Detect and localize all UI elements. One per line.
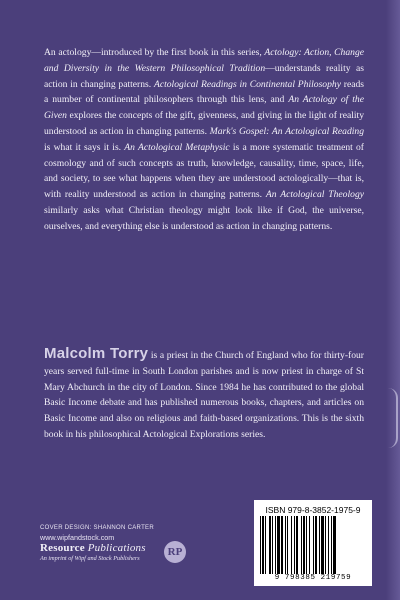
publisher-name [40, 542, 146, 554]
publisher-block [40, 542, 146, 562]
isbn-barcode-box [254, 500, 372, 586]
publisher-website: www.wipfandstock.com [40, 533, 115, 542]
cover-design-credit: COVER DESIGN: SHANNON CARTER [40, 525, 154, 531]
book-title: An Actology of the Given [44, 94, 364, 122]
series-blurb [44, 45, 364, 235]
book-title: Actological Readings in Continental Philosophy [153, 78, 341, 90]
spine-edge-shade [386, 0, 400, 600]
barcode-digits: 9 798385 219759 [274, 574, 352, 582]
book-title: An Actological Theology [265, 189, 364, 201]
author-name: Malcolm Torry [44, 345, 149, 362]
imprint-line: An imprint of Wipf and Stock Publishers [40, 555, 140, 562]
spine-edge-glyph [388, 388, 398, 448]
blurb-text: is what it says it is. [44, 141, 125, 153]
blurb-text: explores the concepts of the gift, givenness, and giving in the light of reality understood as action in changing patterns. [44, 110, 364, 137]
author-bio [44, 346, 364, 443]
bio-text: is a priest in the Church of England who for thirty-four years served full-time in South London parishes and is now priest in charge of St Mary Abchurch in the city of London. Since 1984 he has contributed to the global Basic Income debate and has published numerous books, chapters, and articles on Basic Income and also on religious and faith-based organizations. This is the sixth book in his philosophical Actological Explorations series. [44, 350, 364, 440]
blurb-text: An actology—introduced by the first book in this series, [44, 47, 265, 58]
isbn-label: ISBN 979-8-3852-1975-9 [265, 505, 361, 515]
publisher-logo-icon: RP [164, 541, 186, 563]
blurb-text: reads a number of continental philosophers through this lens, and [44, 78, 364, 106]
publisher-name-italic: Publications [87, 542, 146, 554]
blurb-text: —understands reality as action in changing patterns. [44, 62, 364, 90]
blurb-text: similarly asks what Christian theology might look like if God, the universe, ourselves, and everything else is understood as action in changing patterns. [44, 204, 364, 232]
publisher-name-main: Resource [40, 542, 88, 554]
book-title: Actology: Action, Change and Diversity in the Western Philosophical Tradition [44, 47, 364, 74]
blurb-text: is a more systematic treatment of cosmology and of such concepts as truth, knowledge, causality, time, space, life, and society, to see what happens when they are understood actologically—that is, with reality understood as action in changing patterns. [44, 141, 364, 201]
barcode-icon [258, 516, 368, 574]
book-title: An Actological Metaphysic [124, 141, 230, 153]
book-title: Mark's Gospel: An Actological Reading [209, 125, 364, 137]
